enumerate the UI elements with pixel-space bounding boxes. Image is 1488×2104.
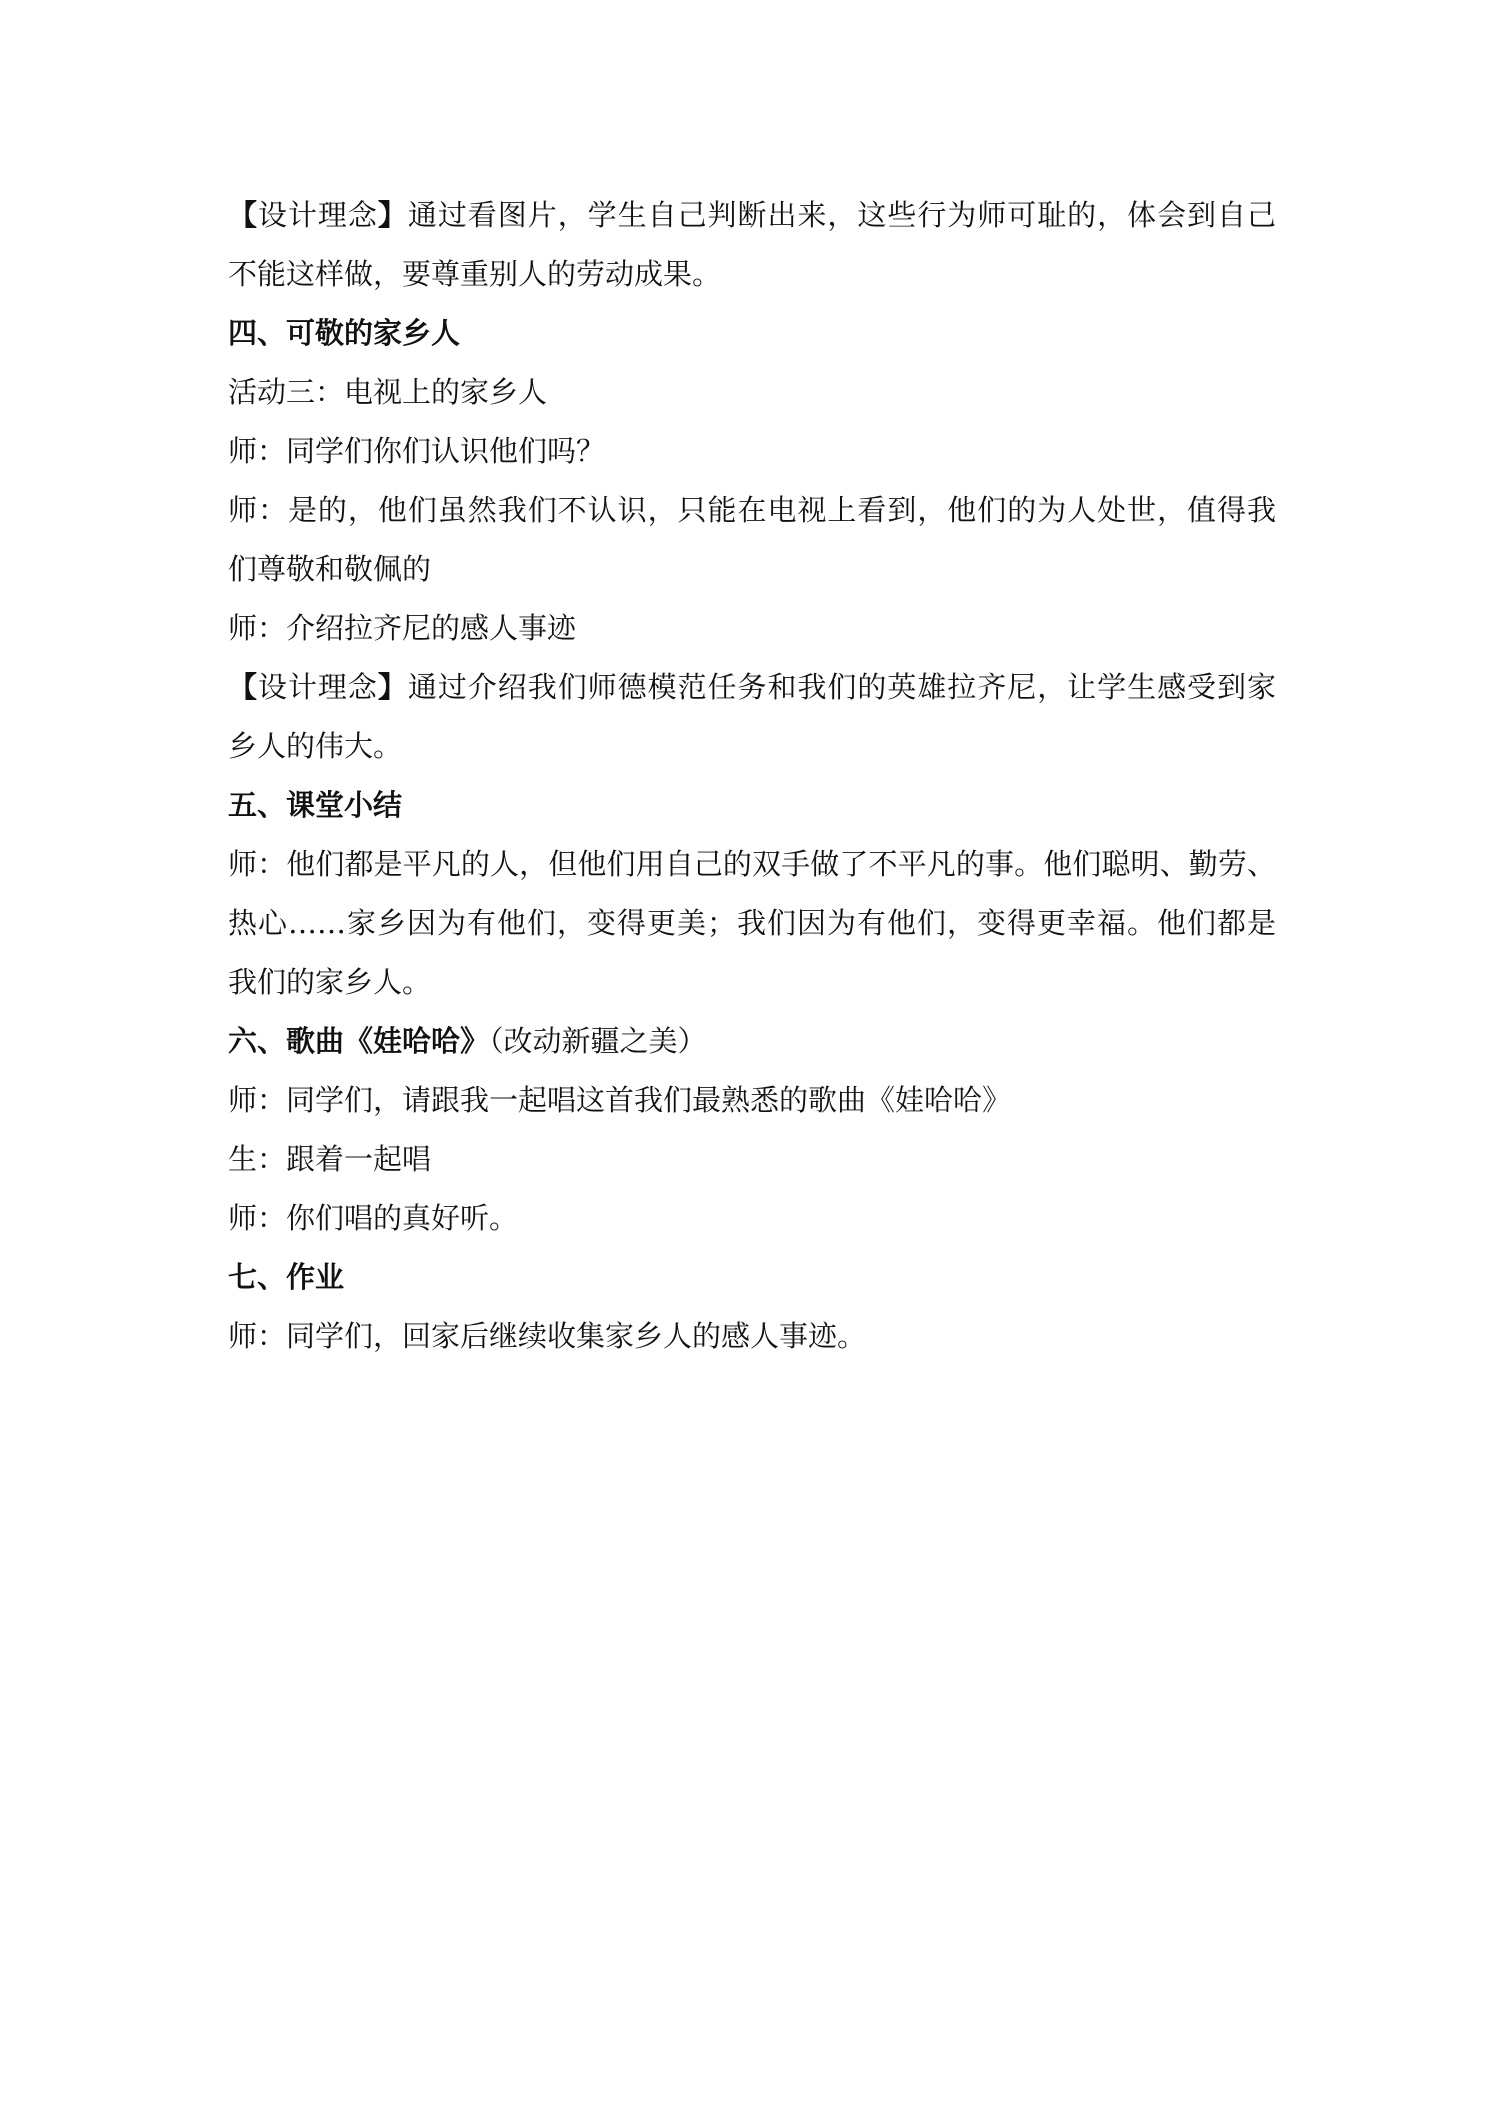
bracket-close: 】 <box>377 198 408 232</box>
section-6-heading-note: （改动新疆之美） <box>489 1024 707 1058</box>
section-5-line-2: 热心……家乡因为有他们，变得更美；我们因为有他们，变得更幸福。他们都是 <box>228 906 1276 940</box>
design-note-text: 通过介绍我们师德模范任务和我们的英雄拉齐尼，让学生感受到家 <box>407 670 1276 704</box>
design-note-2-line-2: 乡人的伟大。 <box>228 729 403 763</box>
section-6-heading <box>228 1012 1276 1071</box>
section-7-heading: 七、作业 <box>228 1260 345 1294</box>
section-4-paragraph-line-1: 师：是的，他们虽然我们不认识，只能在电视上看到，他们的为人处世，值得我 <box>228 493 1276 527</box>
section-6-line-1: 师：同学们，请跟我一起唱这首我们最熟悉的歌曲《娃哈哈》 <box>228 1083 1012 1117</box>
document-body <box>228 186 1276 1366</box>
section-6-heading-title: 六、歌曲《娃哈哈》 <box>228 1024 490 1058</box>
design-note-2-line-1 <box>228 658 1276 717</box>
section-5-heading: 五、课堂小结 <box>228 788 403 822</box>
section-4-activity: 活动三：电视上的家乡人 <box>228 375 548 409</box>
bracket-open: 【 <box>228 198 258 232</box>
section-4-heading: 四、可敬的家乡人 <box>228 316 461 350</box>
section-6-line-3: 师：你们唱的真好听。 <box>228 1201 519 1235</box>
design-note-1-line-1 <box>228 186 1276 245</box>
design-note-1-line-2: 不能这样做，要尊重别人的劳动成果。 <box>228 257 722 291</box>
section-4-paragraph-line-2: 们尊敬和敬佩的 <box>228 552 432 586</box>
section-6-line-2: 生：跟着一起唱 <box>228 1142 432 1176</box>
section-5-line-3: 我们的家乡人。 <box>228 965 432 999</box>
design-note-label: 设计理念 <box>257 670 378 704</box>
bracket-open: 【 <box>228 670 258 704</box>
design-note-label: 设计理念 <box>257 198 378 232</box>
design-note-text: 通过看图片，学生自己判断出来，这些行为师可耻的，体会到自己 <box>407 198 1276 232</box>
section-4-question: 师：同学们你们认识他们吗？ <box>228 434 606 468</box>
section-5-line-1: 师：他们都是平凡的人，但他们用自己的双手做了不平凡的事。他们聪明、勤劳、 <box>228 847 1276 881</box>
section-7-line-1: 师：同学们，回家后继续收集家乡人的感人事迹。 <box>228 1319 867 1353</box>
bracket-close: 】 <box>377 670 408 704</box>
section-4-paragraph-2: 师：介绍拉齐尼的感人事迹 <box>228 611 577 645</box>
